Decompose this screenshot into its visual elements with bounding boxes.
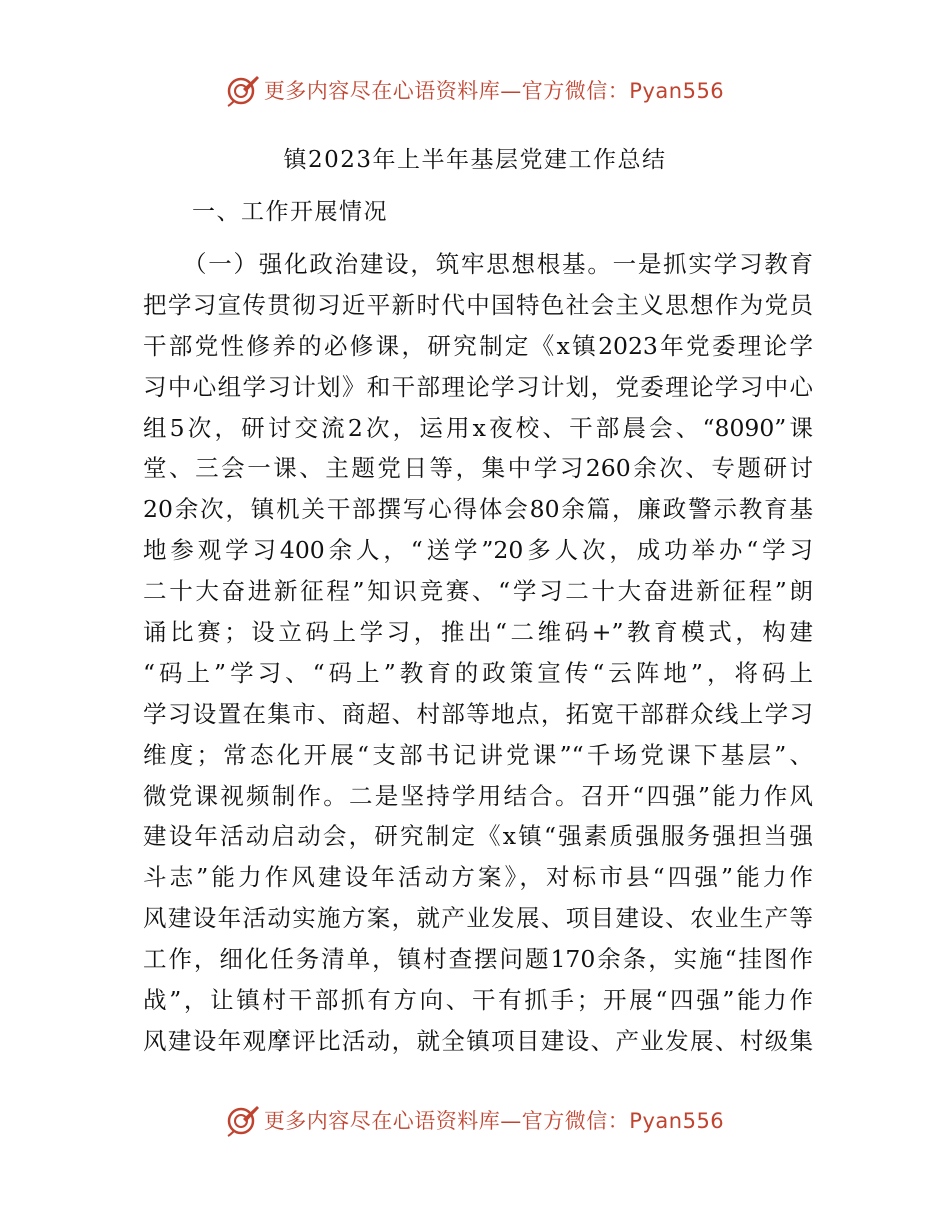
- paragraph-line: 风建设年活动实施方案，就产业发展、项目建设、农业生产等: [143, 904, 813, 933]
- paragraph-line: 习中心组学习计划》和干部理论学习计划，党委理论学习中心: [143, 372, 813, 401]
- logo-icon: [226, 1103, 260, 1137]
- paragraph-line: 堂、三会一课、主题党日等，集中学习260余次、专题研讨: [143, 454, 813, 483]
- paragraph-line: 干部党性修养的必修课，研究制定《x镇2023年党委理论学: [143, 331, 813, 360]
- watermark-text: 更多内容尽在心语资料库—官方微信：Pyan556: [263, 1109, 725, 1133]
- paragraph-line: （一）强化政治建设，筑牢思想根基。一是抓实学习教育: [183, 250, 813, 278]
- logo-icon: [226, 73, 260, 107]
- section-heading: 一、工作开展情况: [192, 199, 388, 225]
- paragraph-line: 斗志”能力作风建设年活动方案》，对标市县“四强”能力作: [143, 863, 813, 892]
- paragraph-line: 20余次，镇机关干部撰写心得体会80余篇，廉政警示教育基: [143, 495, 813, 524]
- paragraph-line: 战”，让镇村干部抓有方向、干有抓手；开展“四强”能力作: [143, 986, 813, 1015]
- paragraph-line: 工作，细化任务清单，镇村查摆问题170余条，实施“挂图作: [143, 945, 813, 974]
- paragraph-line: 诵比赛；设立码上学习，推出“二维码+”教育模式，构建: [143, 618, 813, 647]
- paragraph-line: 风建设年观摩评比活动，就全镇项目建设、产业发展、村级集: [143, 1026, 813, 1055]
- paragraph-line: 学习设置在集市、商超、村部等地点，拓宽干部群众线上学习: [143, 699, 813, 728]
- paragraph: [143, 244, 813, 1062]
- document-title: 镇2023年上半年基层党建工作总结: [283, 147, 667, 173]
- paragraph-line: “码上”学习、“码上”教育的政策宣传“云阵地”，将码上: [143, 658, 813, 687]
- watermark-text: 更多内容尽在心语资料库—官方微信：Pyan556: [263, 79, 725, 103]
- paragraph-line: 组5次，研讨交流2次，运用x夜校、干部晨会、“8090”课: [143, 413, 813, 442]
- watermark-banner-bottom: [0, 1100, 950, 1140]
- paragraph-line: 建设年活动启动会，研究制定《x镇“强素质强服务强担当强: [143, 822, 813, 851]
- paragraph-line: 微党课视频制作。二是坚持学用结合。召开“四强”能力作风: [143, 781, 813, 810]
- paragraph-line: 地参观学习400余人，“送学”20多人次，成功举办“学习: [143, 536, 813, 565]
- paragraph-line: 二十大奋进新征程”知识竞赛、“学习二十大奋进新征程”朗: [143, 577, 813, 606]
- watermark-banner-top: [0, 70, 950, 110]
- paragraph-line: 把学习宣传贯彻习近平新时代中国特色社会主义思想作为党员: [143, 290, 813, 319]
- paragraph-line: 维度；常态化开展“支部书记讲党课”“千场党课下基层”、: [143, 740, 813, 769]
